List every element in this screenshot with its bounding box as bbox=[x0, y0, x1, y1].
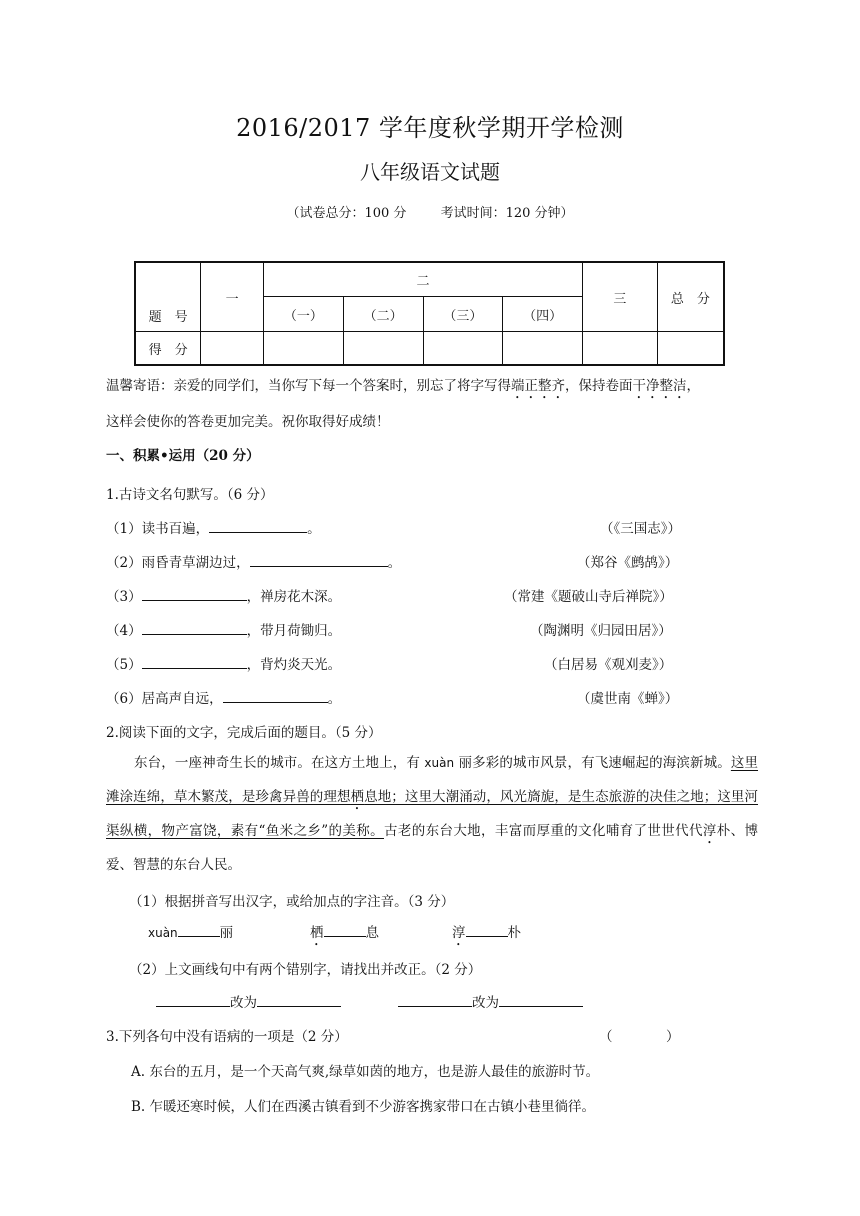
score-cell[interactable] bbox=[263, 332, 343, 366]
answer-blank[interactable] bbox=[250, 552, 388, 567]
answer-blank[interactable] bbox=[142, 586, 247, 601]
tip-emphasis: 干净整洁 bbox=[632, 378, 687, 394]
tip-line-1 bbox=[106, 374, 700, 402]
score-cell[interactable] bbox=[343, 332, 423, 366]
poem-item bbox=[106, 517, 321, 537]
tip-emphasis: 端正整齐 bbox=[511, 378, 565, 394]
fill-item-1 bbox=[148, 921, 233, 941]
answer-paren-open: （ bbox=[599, 1029, 613, 1045]
poem-text: （1）读书百遍， bbox=[106, 521, 210, 537]
poem-source: （白居易《观刈麦》） bbox=[544, 657, 673, 673]
answer-blank[interactable] bbox=[142, 654, 247, 669]
answer-blank[interactable] bbox=[398, 992, 472, 1007]
passage-text: 古老的东台大地，丰富而厚重的文化哺育了世世代代 bbox=[383, 823, 703, 839]
poem-text: 。 bbox=[327, 691, 342, 707]
poem-item bbox=[106, 585, 341, 605]
fill-word: 朴 bbox=[507, 925, 521, 941]
dotted-char: 栖 bbox=[350, 789, 365, 805]
passage-pinyin: xuàn bbox=[424, 756, 455, 770]
poem-text: ，带月荷锄归。 bbox=[246, 623, 342, 639]
poem-text: ，背灼炎天光。 bbox=[246, 657, 342, 673]
tip-text: ， bbox=[686, 378, 700, 394]
poem-text: ，禅房花木深。 bbox=[246, 589, 342, 605]
poem-item bbox=[106, 653, 341, 673]
exam-subtitle: 八年级语文试题 bbox=[360, 160, 500, 184]
col-header-three: 三 bbox=[583, 262, 658, 332]
answer-blank[interactable] bbox=[178, 922, 220, 937]
col-sub-header: （二） bbox=[343, 297, 423, 332]
sub-question-2: （2）上文画线句中有两个错别字，请找出并改正。（2 分） bbox=[129, 962, 482, 978]
question-3-stem: 3.下列各句中没有语病的一项是（2 分） bbox=[106, 1029, 348, 1045]
answer-blank[interactable] bbox=[499, 992, 583, 1007]
correction-item bbox=[156, 991, 341, 1011]
poem-item bbox=[106, 551, 401, 571]
poem-item bbox=[106, 687, 341, 707]
poem-text: （6）居高声自远， bbox=[106, 691, 223, 707]
fill-item-3 bbox=[452, 921, 521, 949]
option-b[interactable]: B. 乍暖还寒时候，人们在西溪古镇看到不少游客携家带口在古镇小巷里徜徉。 bbox=[131, 1099, 596, 1115]
score-cell[interactable] bbox=[201, 332, 264, 366]
col-sub-header: （三） bbox=[423, 297, 503, 332]
poem-source: （陶渊明《归园田居》） bbox=[530, 623, 672, 639]
underlined-sentence: 这里滩涂连绵，草木繁茂，是珍禽异兽的理想 bbox=[106, 755, 759, 805]
score-cell[interactable] bbox=[583, 332, 658, 366]
answer-blank[interactable] bbox=[466, 922, 508, 937]
score-cell[interactable] bbox=[423, 332, 503, 366]
col-sub-header: （一） bbox=[263, 297, 343, 332]
answer-blank[interactable] bbox=[156, 992, 230, 1007]
col-sub-header: （四） bbox=[503, 297, 583, 332]
exam-meta bbox=[0, 202, 860, 221]
score-cell[interactable] bbox=[657, 332, 724, 366]
exam-title: 2016/2017 学年度秋学期开学检测 bbox=[236, 114, 624, 142]
answer-paren-close: ） bbox=[666, 1029, 680, 1045]
question-number-label: 题 号 bbox=[135, 262, 201, 332]
passage-text: 东台，一座神奇生长的城市。在这方土地上，有 bbox=[134, 755, 425, 771]
poem-item bbox=[106, 619, 341, 639]
poem-source: （《三国志》） bbox=[600, 521, 681, 537]
poem-text: （2）雨昏青草湖边过， bbox=[106, 555, 250, 571]
passage-text: 朴、博爱、智慧的东台人民。 bbox=[106, 823, 759, 873]
reading-passage bbox=[106, 746, 758, 882]
col-header-two: 二 bbox=[263, 262, 582, 297]
answer-blank[interactable] bbox=[142, 620, 247, 635]
tip-text: 温馨寄语：亲爱的同学们，当你写下每一个答案时，别忘了将字写得 bbox=[106, 378, 511, 394]
dotted-char: 栖 bbox=[310, 925, 324, 941]
poem-text: （4） bbox=[106, 623, 142, 639]
poem-source: （虞世南《蝉》） bbox=[577, 691, 679, 707]
answer-blank[interactable] bbox=[324, 922, 366, 937]
fill-word: 丽 bbox=[219, 925, 234, 941]
tip-text: ，保持卷面 bbox=[565, 378, 633, 394]
answer-blank[interactable] bbox=[257, 992, 341, 1007]
poem-source: （常建《题破山寺后禅院》） bbox=[504, 589, 673, 605]
underlined-sentence: 息地；这里大潮涌动，风光旖旎，是生态旅游的决佳之地；这里河渠纵横，物产富饶，素有“鱼米之乡”的美称。 bbox=[106, 789, 759, 839]
answer-blank[interactable] bbox=[209, 518, 307, 533]
fill-word: 息 bbox=[365, 925, 379, 941]
passage-text: 丽多彩的城市风景，有飞速崛起的海滨新城。 bbox=[454, 755, 731, 771]
fill-item-2 bbox=[310, 921, 379, 949]
col-header-total: 总 分 bbox=[657, 262, 724, 332]
tip-line-2: 这样会使你的答卷更加完美。祝你取得好成绩！ bbox=[106, 414, 390, 430]
correction-item bbox=[398, 991, 583, 1011]
total-score-text: （试卷总分：100 分 bbox=[286, 206, 407, 221]
change-label: 改为 bbox=[230, 995, 257, 1011]
dotted-char: 淳 bbox=[702, 823, 717, 839]
poem-text: 。 bbox=[307, 521, 321, 537]
option-a[interactable]: A. 东台的五月，是一个天高气爽,绿草如茵的地方，也是游人最佳的旅游时节。 bbox=[131, 1064, 600, 1080]
question-1-stem: 1.古诗文名句默写。（6 分） bbox=[106, 487, 274, 503]
dotted-char: 淳 bbox=[452, 925, 466, 941]
pinyin-prompt: xuàn bbox=[148, 926, 178, 940]
sub-question-1: （1）根据拼音写出汉字，或给加点的字注音。（3 分） bbox=[129, 894, 455, 910]
section-heading: 一、积累•运用（20 分） bbox=[106, 448, 260, 464]
question-2-stem: 2.阅读下面的文字，完成后面的题目。（5 分） bbox=[106, 725, 382, 741]
score-table bbox=[134, 261, 725, 366]
answer-blank[interactable] bbox=[223, 688, 328, 703]
score-cell[interactable] bbox=[503, 332, 583, 366]
poem-text: （3） bbox=[106, 589, 142, 605]
col-header-one: 一 bbox=[201, 262, 264, 332]
score-row-label: 得 分 bbox=[135, 332, 201, 366]
change-label: 改为 bbox=[472, 995, 499, 1011]
poem-source: （郑谷《鹧鸪》） bbox=[577, 555, 679, 571]
poem-text: 。 bbox=[387, 555, 402, 571]
poem-text: （5） bbox=[106, 657, 142, 673]
exam-time-text: 考试时间：120 分钟） bbox=[440, 206, 574, 221]
